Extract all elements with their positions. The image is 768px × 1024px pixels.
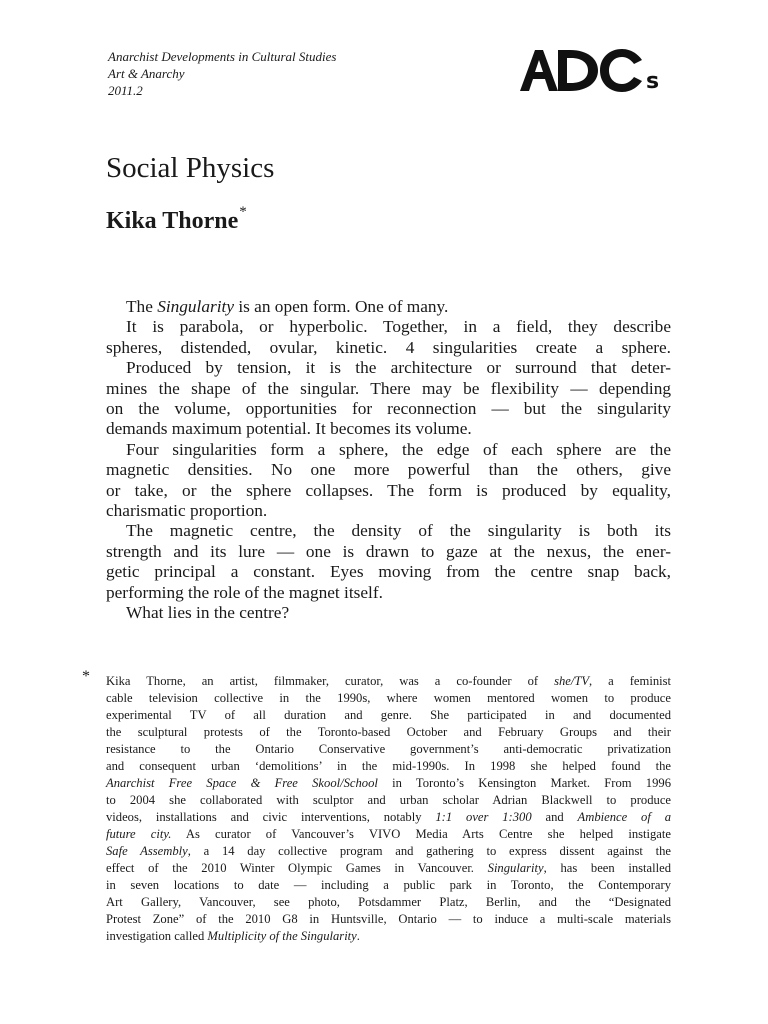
issue-number: 2011.2 (108, 83, 143, 98)
svg-text:s: s (646, 69, 660, 94)
footnote-line: and consequent urban ‘demolitions’ in the mid-1990s. In 1998 she helped found the (106, 759, 671, 773)
text-line: It is parabola, or hyperbolic. Together, in a field, they describe (126, 317, 671, 337)
footnote-line: effect of the 2010 Winter Olympic Games in Vancouver. Singularity, has been installed (106, 861, 672, 875)
text-line: getic principal a constant. Eyes moving from the centre snap back, (106, 562, 671, 582)
text-line: strength and its lure — one is drawn to gaze at the nexus, the ener- (106, 541, 671, 561)
text-line: Four singularities form a sphere, the edge of each sphere are the (126, 439, 671, 459)
text-line: performing the role of the magnet itself. (106, 582, 383, 602)
author-footnote-mark: * (239, 204, 247, 220)
footnote-line: to 2004 she collaborated with sculptor and urban scholar Adrian Blackwell to produce (106, 793, 671, 807)
footnote-line: investigation called Multiplicity of the Singularity. (106, 929, 360, 943)
text-line: What lies in the centre? (126, 603, 290, 623)
footnote-line: cable television collective in the 1990s, where women mentored women to produce (106, 691, 671, 705)
footnote-line: experimental TV of all duration and genre. She participated in and documented (106, 708, 671, 722)
journal-name: Anarchist Developments in Cultural Studies (108, 49, 337, 64)
text-line: charismatic proportion. (106, 501, 268, 521)
text-line: The Singularity is an open form. One of many. (126, 297, 449, 316)
text-line: spheres, distended, ovular, kinetic. 4 singularities create a sphere. (106, 337, 671, 357)
footnote-line: in seven locations to date — including a public park in Toronto, the Contemporary (106, 878, 671, 892)
body-text (106, 297, 671, 624)
footnote-line: Art Gallery, Vancouver, see photo, Potsdammer Platz, Berlin, and the “Designated (106, 895, 671, 909)
footnote-line: Protest Zone” of the 2010 G8 in Huntsville, Ontario — to induce a multi-scale materials (106, 912, 671, 926)
author-name (106, 204, 247, 235)
footnote-line: Anarchist Free Space & Free Skool/School in Toronto’s Kensington Market. From 1996 (106, 776, 671, 790)
footnote-line: videos, installations and civic interventions, notably 1:1 over 1:300 and Ambience of a (106, 810, 672, 824)
footnote-line: the sculptural protests of the Toronto-based October and February Groups and their (106, 725, 671, 739)
footnote-line: resistance to the Ontario Conservative government’s anti-democratic privatization (106, 742, 671, 756)
adcs-logo (518, 46, 674, 94)
article-title: Social Physics (106, 152, 275, 184)
issue-title: Art & Anarchy (108, 66, 185, 81)
author-text: Kika Thorne (106, 208, 239, 234)
text-line: The magnetic centre, the density of the singularity is both its (126, 521, 671, 541)
text-line: demands maximum potential. It becomes its volume. (106, 419, 472, 439)
text-line: or take, or the sphere collapses. The form is produced by equality, (106, 480, 671, 500)
text-line: on the volume, opportunities for reconnection — but the singularity (106, 399, 671, 419)
text-line: magnetic densities. No one more powerful than the others, give (106, 460, 671, 480)
running-header (108, 48, 336, 99)
text-line: mines the shape of the singular. There may be flexibility — depending (106, 378, 671, 398)
text-line: Produced by tension, it is the architecture or surround that deter- (126, 358, 671, 378)
footnote-line: Safe Assembly, a 14 day collective program and gathering to express dissent against the (106, 844, 671, 858)
footnote-line: future city. As curator of Vancouver’s VIVO Media Arts Centre she helped instigate (106, 827, 671, 841)
footnote-mark: * (82, 668, 90, 685)
footnote-line: Kika Thorne, an artist, filmmaker, curator, was a co-founder of she/TV, a feminist (106, 674, 672, 688)
footnote (106, 673, 671, 945)
